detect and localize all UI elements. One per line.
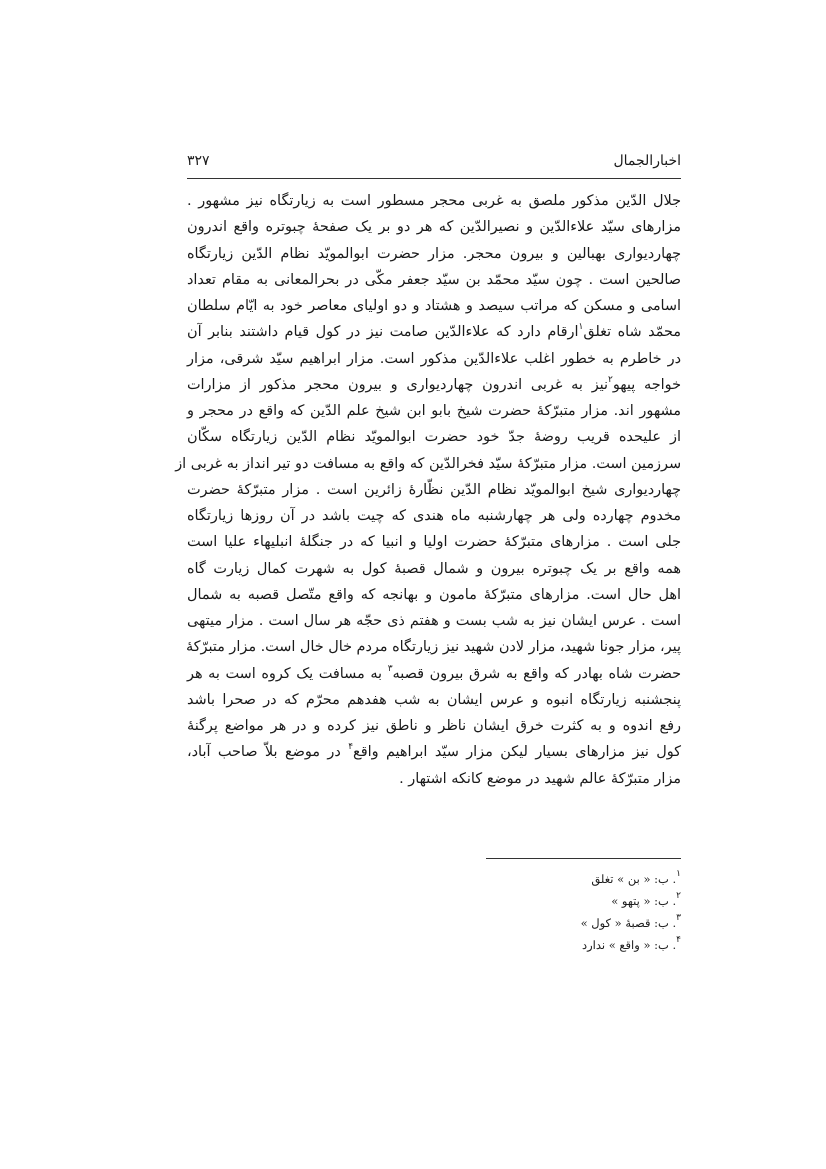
footnote-number: ۴ <box>676 935 681 945</box>
body-line: چهاردیواری بهبالین و بیرون محجر. مزار حضرت ابوالمویّد نظام الدّین زیارتگاه <box>187 245 681 262</box>
footnote-text: . ب: « بن » تغلق <box>591 872 677 886</box>
body-line: مزار متبرّکهٔ عالم شهید در موضع کانکه اشتهار . <box>399 770 681 787</box>
footnote-marker[interactable]: ۳ <box>387 663 393 674</box>
footnote <box>487 890 681 912</box>
footnote-number: ۳ <box>676 913 681 923</box>
header-rule <box>187 178 681 179</box>
footnote-marker[interactable]: ۱ <box>578 322 584 333</box>
running-title: اخبارالجمال <box>613 153 681 169</box>
page-number: ۳۲۷ <box>187 153 210 169</box>
body-line: پنجشنبه زیارتگاه انبوه و عرس ایشان به شب هفدهم محرّم که در صحرا باشد <box>187 691 681 708</box>
body-text <box>175 188 682 792</box>
body-line <box>187 661 681 687</box>
footnote <box>487 912 681 934</box>
line-text: به مسافت یک کروه است به هر <box>187 665 388 682</box>
body-line: از علیحده قریب روضهٔ جدّ خود حضرت ابوالمویّد نظام الدّین زیارتگاه سکّان <box>187 429 681 446</box>
body-line: رفع اندوه و به کثرت خرق ایشان ناظر و ناطق نیز کرده و در هر مواضع پرگنهٔ <box>187 718 681 734</box>
body-line: مزارهای سیّد علاءالدّین و نصیرالدّین که هر دو بر یک صفحهٔ چبوتره واقع اندرون <box>187 219 681 236</box>
body-line: پیر، مزار جونا شهید، مزار لادن شهید نیز زیارتگاه مردم خال خال است. مزار متبرّکهٔ <box>185 639 681 656</box>
footnote-number: ۲ <box>676 891 681 901</box>
footnote-text: . ب: « واقع » ندارد <box>581 938 677 952</box>
body-line: صالحین است . چون سیّد محمّد بن سیّد جعفر مکّی در بحرالمعانی به مقام تعداد <box>187 271 681 288</box>
line-text: حضرت شاه بهادر که واقع به شرق بیرون قصبه <box>392 665 681 682</box>
body-line: جلی است . مزارهای متبرّکهٔ حضرت اولیا و انبیا که در جنگلهٔ انبلیهاء علیا است <box>187 534 681 551</box>
body-line: است . عرس ایشان نیز به شب بست و هفتم ذی حجّه هر سال است . مزار میتهی <box>187 613 681 629</box>
footnote-text: . ب: قصبهٔ « کول » <box>580 916 677 930</box>
body-line: مخدوم چهارده ولی هر چهارشنبه ماه هندی که چیت باشد در آن روزها زیارتگاه <box>187 508 681 524</box>
body-line: مشهور اند. مزار متبرّکهٔ حضرت شیخ بابو ابن شیخ علم الدّین که واقع در محجر و <box>187 403 681 419</box>
line-text: کول نیز مزارهای بسیار لیکن مزار سیّد ابراهیم واقع <box>353 744 681 761</box>
body-line: جلال الدّین مذکور ملصق به غربی محجر مسطور است به زیارتگاه نیز مشهور . <box>187 193 681 209</box>
line-text: محمّد شاه تغلق <box>583 324 682 341</box>
body-line: اهل حال است. مزارهای متبرّکهٔ مامون و بهانجه که واقع متّصل قصبه به شمال <box>187 586 681 603</box>
footnote-marker[interactable]: ۲ <box>608 374 613 385</box>
line-text: نیز به غربی اندرون چهاردیواری و بیرون محجر مذکور از مزارات <box>187 376 608 393</box>
body-line: اسامی و مسکن که مراتب سیصد و هشتاد و دو اولیای معاصر خود به ایّام سلطان <box>187 298 681 314</box>
line-text: ارقام دارد که علاءالدّین صامت نیز در کول قیام داشتند بنابر آن <box>187 324 579 341</box>
body-line <box>187 739 681 765</box>
footnote <box>487 934 681 956</box>
line-text: خواجه پیهو <box>612 376 681 393</box>
footnote-text: . ب: « پتهو » <box>611 894 677 908</box>
footnote <box>487 868 681 890</box>
body-line <box>187 372 681 398</box>
footnote-rule <box>486 858 681 859</box>
body-line: همه واقع بر یک چبوتره بیرون و شمال قصبهٔ کول به شهرت کمال زیارت گاه <box>187 560 681 577</box>
body-line <box>187 319 681 345</box>
footnote-number: ۱ <box>676 869 681 879</box>
footnotes <box>487 868 681 956</box>
line-text: در موضع بلاّ صاحب آباد، <box>187 744 349 761</box>
body-line: چهاردیواری شیخ ابوالمویّد نظام الدّین نظّارهٔ زائرین است . مزار متبرّکهٔ حضرت <box>187 481 681 498</box>
running-header <box>187 150 681 172</box>
footnote-marker[interactable]: ۴ <box>348 742 354 753</box>
body-line: در خاطرم به خطور اغلب علاءالدّین مذکور است. مزار ابراهیم سیّد شرقی، مزار <box>187 350 681 367</box>
body-line: سرزمین است. مزار متبرّکهٔ سیّد فخرالدّین که واقع به مسافت دو تیر انداز به غربی از <box>175 455 681 472</box>
